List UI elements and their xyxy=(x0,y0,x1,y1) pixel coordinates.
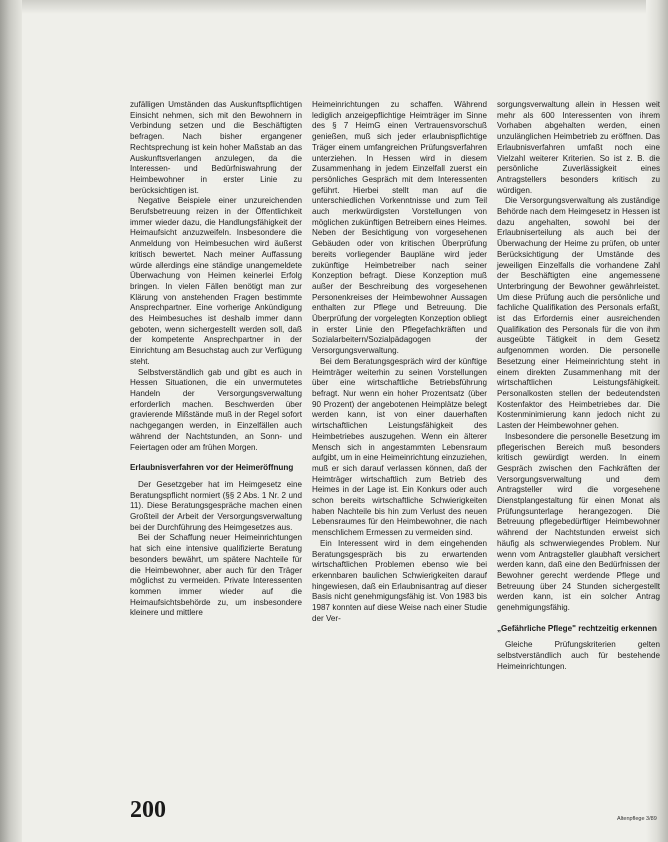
paragraph: sorgungsverwaltung allein in Hessen weit mehr als 600 Interessenten von ihrem Vorhaben abgehalten werden, einen unzulänglichen Heimbetrieb zu eröffnen. Das Erlaubnisverfahren umfaßt noch eine Vielzahl weiterer Kriterien. So ist z. B. die persönliche Zuverlässigkeit eines Antragstellers besonders kritisch zu würdigen. xyxy=(497,100,660,195)
journal-footer: Altenpflege 3/89 xyxy=(617,816,657,822)
binding-gutter xyxy=(0,0,22,842)
text-column-2 xyxy=(312,100,487,624)
paragraph: Insbesondere die personelle Besetzung im pflegerischen Bereich muß besonders kritisch gewürdigt werden. In einem Gespräch zwischen den Fachkräften der Versorgungsverwaltung und dem Antragsteller wird die vorgesehene Dienstplangestaltung für einen Monat als Prüfungsunterlage herangezogen. Die Betreuung pflegebedürftiger Heimbewohner während der Nachtstunden erweist sich häufig als schwerwiegendes Problem. Nur wenn vom Antragsteller glaubhaft versichert werden kann, daß eine den Bedürfnissen der Bewohner gerecht werdende Pflege und Betreuung über 24 Stunden sichergestellt werden kann, ist ein solcher Antrag genehmigungsfähig. xyxy=(497,431,660,613)
paragraph: Bei der Schaffung neuer Heimeinrichtungen hat sich eine intensive qualifizierte Beratung besonders bewährt, um spätere Nachteile für die Heimbewohner, aber auch für den Träger möglichst zu vermeiden. Private Interessenten kommen immer wieder auf die Heimaufsichtsbehörde zu, um insbesondere kleinere und mittlere xyxy=(130,533,302,618)
paragraph: Ein Interessent wird in dem eingehenden Beratungsgespräch bis zu erwartenden wirtschaftlichen Problemen ebenso wie bei erkennbaren baulichen Schwierigkeiten darauf hingewiesen, daß ein Erlaubnisantrag auf dieser Basis nicht genehmigungsfähig ist. Von 1983 bis 1987 konnten auf diese Weise nach einer Studie der Ver- xyxy=(312,538,487,623)
paragraph: Die Versorgungsverwaltung als zuständige Behörde nach dem Heimgesetz in Hessen ist dazu angehalten, sowohl bei der Erlaubniserteilung als auch bei der Überwachung der Heime zu prüfen, ob unter Berücksichtigung der Umstände des jeweiligen Einzelfalls die vorhandene Zahl der Beschäftigten eine angemessene Unterbringung der Bewohner gewährleistet. Um diese Prüfung auch die persönliche und fachliche Qualifikation des Personals erfaßt, ist das Erfordernis einer ausreichenden Qualifikation des Personals für die von ihm ausgeübte Tätigkeit in dem Gesetz aufgenommen worden. Die personelle Besetzung einer Heimeinrichtung steht in einem direkten Zusammenhang mit der wirtschaftlichen Leistungsfähigkeit. Personalkosten stellen der bedeutendsten Kostenfaktor des Heimbetriebes dar. Die Kostenminimierung kann jedoch nicht zu Lasten der Heimbewohner gehen. xyxy=(497,196,660,431)
paragraph: Heimeinrichtungen zu schaffen. Während lediglich anzeigepflichtige Heimträger im Sinne des § 7 HeimG einen Vertrauensvorschuß genießen, muß sich jeder erlaubnispflichtige Träger einem umfangreichen Prüfungsverfahren unterziehen. In Hessen wird in diesem Zusammenhang in jedem Einzelfall zuerst ein persönliches Gespräch mit dem Interessenten geführt. Hierbei stellt man auf die unterschiedlichen Vorkenntnisse und zum Teil auch merkwürdigsten Vorstellungen von möglichen zukünftigen Betreibern eines Heimes. Neben der Besichtigung von vorgesehenen Gebäuden oder von kritischen Überprüfung bereits vorliegender Baupläne wird jeder zukünftige Heimbetreiber nach seiner Konzeption befragt. Diese Konzeption muß außer der Beschreibung des vorgesehenen Personenkreises der Heimbewohner Aussagen enthalten zur Pflege und Betreuung. Die Überprüfung der vorgelegten Konzeption obliegt in erster Linie den Pflegefachkräften und Sozialarbeitern/Sozialpädagogen der Versorgungsverwaltung. xyxy=(312,100,487,356)
section-heading: „Gefährliche Pflege" rechtzeitig erkennen xyxy=(497,623,657,633)
text-column-1 xyxy=(130,100,302,619)
paragraph: Selbstverständlich gab und gibt es auch in Hessen Situationen, die ein unvermutetes Handeln der Versorgungsverwaltung erforderlich machen. Beschwerden über gravierende Mißstände muß in der Regel sofort nachgegangen werden, in Einzelfällen auch während der Nachtstunden, an Sonn- und Feiertagen oder am frühen Morgen. xyxy=(130,367,302,452)
paragraph: Gleiche Prüfungskriterien gelten selbstverständlich auch für bestehende Heimeinrichtungen. xyxy=(497,640,660,671)
text-column-3 xyxy=(497,100,660,673)
page-number: 200 xyxy=(130,797,166,823)
paragraph: Der Gesetzgeber hat im Heimgesetz eine Beratungspflicht normiert (§§ 2 Abs. 1 Nr. 2 und 11). Diese Beratungsgespräche machen einen Großteil der Arbeit der Versorgungsverwaltung bei der Durchführung des Heimgesetzes aus. xyxy=(130,479,302,532)
paragraph: zufälligen Umständen das Auskunftspflichtigen Einsicht nehmen, sich mit den Bewohnern in Verbindung setzen und die Beschäftigten befragen. Nach bisher ergangener Rechtsprechung ist kein hoher Maßstab an das Auskunftsverlangen anzulegen, da die Interessen- und Bedürfniswahrung der Heimbewohner in erster Linie zu berücksichtigen ist. xyxy=(130,100,302,195)
paragraph: Bei dem Beratungsgespräch wird der künftige Heimträger weiterhin zu seinen Vorstellungen über eine wirtschaftliche Betriebsführung befragt. Nur wenn ein hoher Prozentsatz (über 90 Prozent) der angebotenen Heimplätze belegt werden kann, ist von einer dauerhaften wirtschaftlichen Leistungsfähigkeit des Heimbetriebes auszugehen. Wenn ein älterer Mensch sich in angestammten Lebensraum aufgibt, um in eine Heimeinrichtung einzuziehen, muß er sich darauf verlassen können, daß der Heimträger wirtschaftlich zum Betrieb des Heimes in der Lage ist. Ein Konkurs oder auch schon bereits wirtschaftliche Schwierigkeiten haben Nachteile bis hin zum Verlust des neuen Lebensraumes für den Heimbewohner, die nach menschlichem Ermessen zu vermeiden sind. xyxy=(312,356,487,538)
paragraph: Negative Beispiele einer unzureichenden Berufsbetreuung reizen in der Öffentlichkeit immer wieder dazu, die Handlungsfähigkeit der Heimaufsicht anzuzweifeln. Insbesondere die Anmeldung von Heimbesuchen wird äußerst kritisch bewertet. Nach meiner Auffassung würde allerdings eine ständige unangemeldete Überwachung von Heimen keinerlei Erfolg bringen. In vielen Fällen benötigt man zur Klärung von anstehenden Fragen bestimmte Ansprechpartner. Eine vorherige Ankündigung des Heimbesuches ist deshalb immer dann geboten, wenn sichergestellt werden soll, daß der kompetente Ansprechpartner in der Einrichtung am Besuchstag auch zur Verfügung steht. xyxy=(130,196,302,366)
section-heading: Erlaubnisverfahren vor der Heimeröffnung xyxy=(130,463,294,473)
page-top-shadow xyxy=(0,0,668,14)
